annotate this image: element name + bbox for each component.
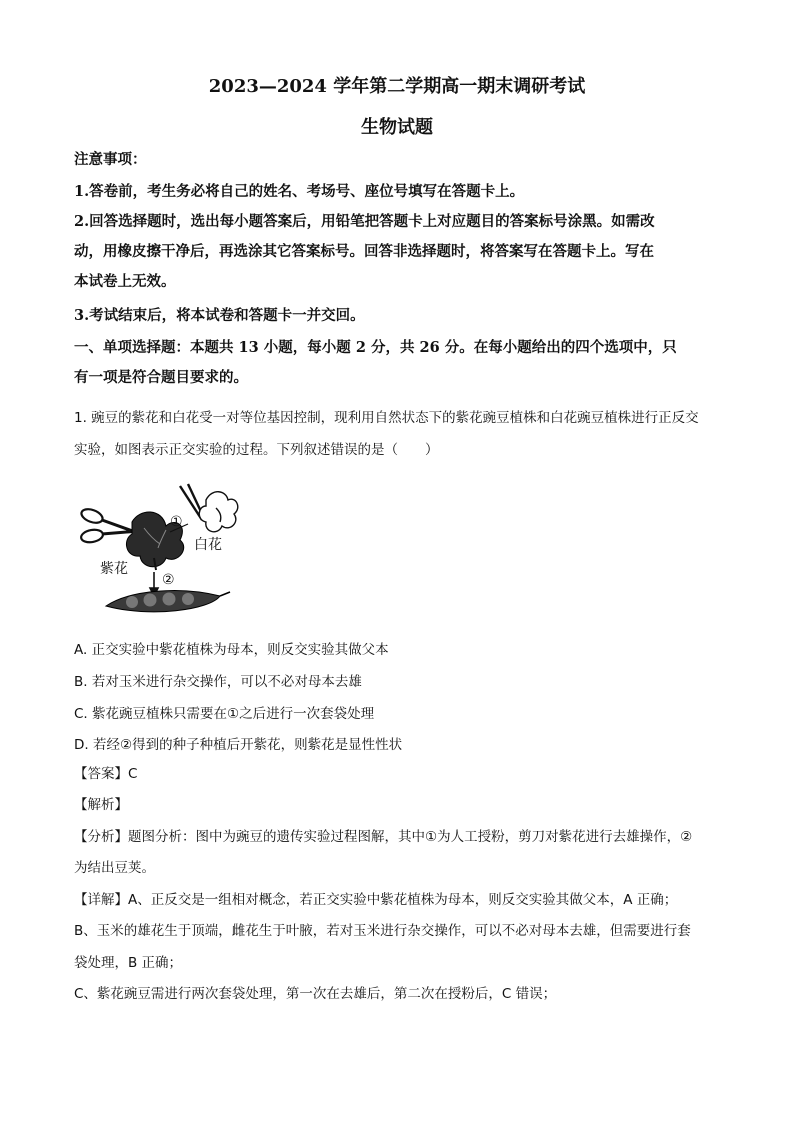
notes-item: 动，用橡皮擦干净后，再选涂其它答案标号。回答非选择题时，将答案写在答题卡上。写在 bbox=[74, 243, 654, 260]
step-1-label: ① bbox=[170, 514, 183, 530]
option-b: B. 若对玉米进行杂交操作，可以不必对母本去雄 bbox=[74, 674, 362, 690]
question-stem: 1. 豌豆的紫花和白花受一对等位基因控制，现利用自然状态下的紫花豌豆植株和白花豌豆植株进行正反交 bbox=[74, 410, 699, 426]
notes-item: 3.考试结束后，将本试卷和答题卡一并交回。 bbox=[74, 307, 365, 324]
analysis-line: B、玉米的雄花生于顶端，雌花生于叶腋，若对玉米进行杂交操作，可以不必对母本去雄，但需要进行套 bbox=[74, 923, 691, 939]
analysis-line: 【详解】A、正反交是一组相对概念，若正交实验中紫花植株为母本，则反交实验其做父本，A 正确； bbox=[74, 892, 678, 908]
option-a: A. 正交实验中紫花植株为母本，则反交实验其做父本 bbox=[74, 642, 389, 658]
pea-cross-illustration bbox=[70, 478, 260, 620]
pea-pod-icon bbox=[106, 591, 230, 612]
step-2-label: ② bbox=[162, 572, 175, 588]
pea-cross-figure bbox=[70, 478, 260, 620]
exam-subject-title: 生物试题 bbox=[361, 117, 433, 138]
notes-heading: 注意事项： bbox=[74, 151, 147, 168]
analysis-line: 为结出豆荚。 bbox=[74, 860, 155, 876]
analysis-line: C、紫花豌豆需进行两次套袋处理，第一次在去雄后，第二次在授粉后，C 错误； bbox=[74, 986, 557, 1002]
notes-item: 2.回答选择题时，选出每小题答案后，用铅笔把答题卡上对应题目的答案标号涂黑。如需改 bbox=[74, 213, 655, 230]
section-heading: 一、单项选择题：本题共 13 小题，每小题 2 分，共 26 分。在每小题给出的四个选项中，只 bbox=[74, 339, 677, 356]
notes-item: 1.答卷前，考生务必将自己的姓名、考场号、座位号填写在答题卡上。 bbox=[74, 183, 525, 200]
exam-title: 2023—2024 学年第二学期高一期末调研考试 bbox=[208, 76, 586, 97]
white-flower-label: 白花 bbox=[194, 537, 222, 553]
option-d: D. 若经②得到的种子种植后开紫花，则紫花是显性性状 bbox=[74, 737, 403, 753]
question-stem-cont: 实验，如图表示正交实验的过程。下列叙述错误的是（ ） bbox=[74, 442, 439, 458]
option-c: C. 紫花豌豆植株只需要在①之后进行一次套袋处理 bbox=[74, 706, 375, 722]
section-heading-cont: 有一项是符合题目要求的。 bbox=[74, 369, 248, 386]
purple-flower-label: 紫花 bbox=[100, 561, 128, 577]
white-flower-icon bbox=[199, 492, 238, 532]
answer: 【答案】C bbox=[74, 766, 138, 782]
analysis-line: 袋处理，B 正确； bbox=[74, 955, 183, 971]
notes-item: 本试卷上无效。 bbox=[74, 273, 176, 290]
analysis-heading: 【解析】 bbox=[74, 797, 128, 813]
analysis-line: 【分析】题图分析：图中为豌豆的遗传实验过程图解，其中①为人工授粉，剪刀对紫花进行去雄操作，② bbox=[74, 829, 693, 845]
